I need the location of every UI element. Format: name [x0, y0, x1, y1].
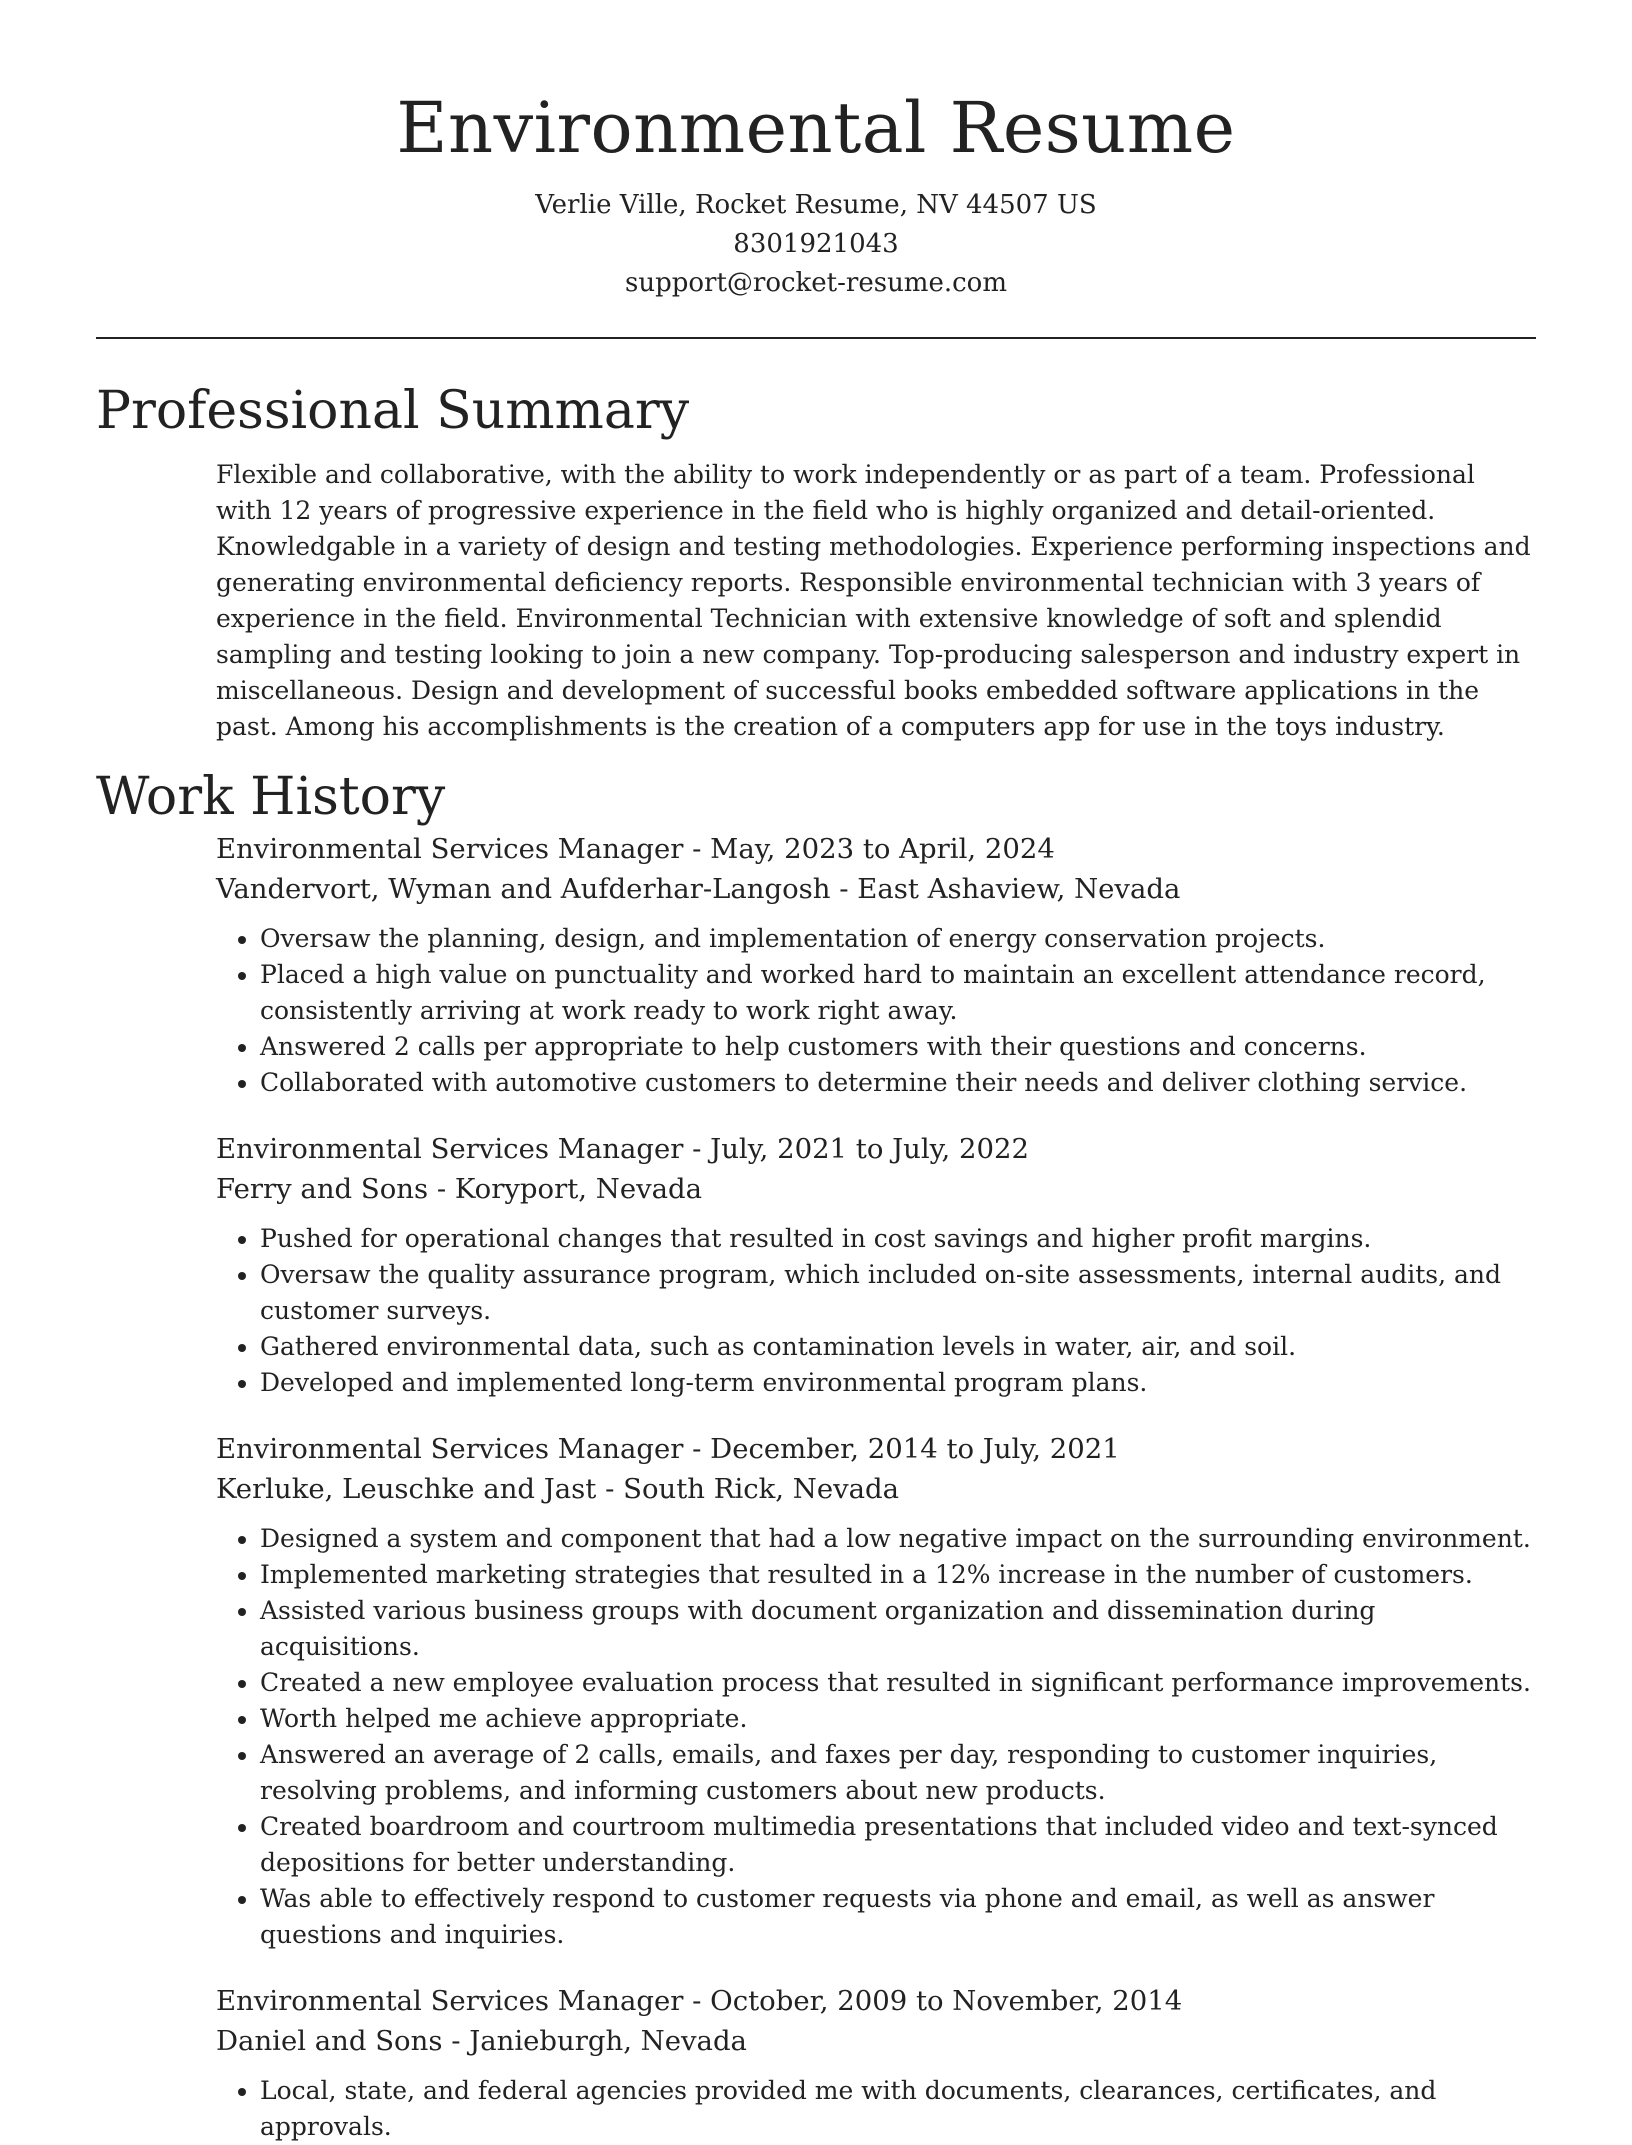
summary-heading: Professional Summary — [96, 381, 690, 441]
job-title-line — [216, 1429, 1536, 1469]
job-bullet: • Pushed for operational changes that resulted in cost savings and higher profit margins. — [260, 1221, 1536, 1257]
job-bullet: • Local, state, and federal agencies provided me with documents, clearances, certificates, and approvals. — [260, 2073, 1536, 2145]
job-bullets — [216, 1221, 1536, 1401]
job-bullets — [216, 2073, 1536, 2145]
job-dates: - July, 2021 to July, 2022 — [692, 1133, 1030, 1165]
job-bullet: • Created boardroom and courtroom multimedia presentations that included video and text-synced depositions for better understanding. — [260, 1809, 1536, 1881]
phone: 8301921043 — [733, 229, 899, 259]
job-title-line — [216, 829, 1536, 869]
job-position: Environmental Services Manager — [216, 1433, 684, 1465]
contact-block — [96, 186, 1536, 303]
job-bullet: • Assisted various business groups with document organization and dissemination during acquisitions. — [260, 1593, 1536, 1665]
job-entry — [216, 829, 1536, 1101]
job-title-line — [216, 1129, 1536, 1169]
job-company: Daniel and Sons — [216, 2025, 443, 2057]
job-bullets — [216, 1521, 1536, 1953]
job-title-line — [216, 1981, 1536, 2021]
job-company-line — [216, 1469, 1536, 1509]
job-bullets — [216, 921, 1536, 1101]
header-divider — [96, 337, 1536, 339]
address: Verlie Ville, Rocket Resume, NV 44507 US — [535, 190, 1097, 220]
job-entry — [216, 1129, 1536, 1401]
job-location: - East Ashaview, Nevada — [839, 873, 1181, 905]
job-dates: - December, 2014 to July, 2021 — [692, 1433, 1120, 1465]
job-bullet: • Oversaw the quality assurance program, which included on-site assessments, internal audits, and customer surveys. — [260, 1257, 1536, 1329]
job-company: Vandervort, Wyman and Aufderhar-Langosh — [216, 873, 831, 905]
job-bullet: • Was able to effectively respond to customer requests via phone and email, as well as answer questions and inquiries. — [260, 1881, 1536, 1953]
job-entry — [216, 1981, 1536, 2145]
job-company-line — [216, 869, 1536, 909]
job-bullet: • Gathered environmental data, such as contamination levels in water, air, and soil. — [260, 1329, 1536, 1365]
job-position: Environmental Services Manager — [216, 1133, 684, 1165]
work-history-heading: Work History — [96, 767, 446, 827]
job-bullet: • Answered 2 calls per appropriate to help customers with their questions and concerns. — [260, 1029, 1536, 1065]
job-company-line — [216, 2021, 1536, 2061]
job-bullet: • Implemented marketing strategies that resulted in a 12% increase in the number of customers. — [260, 1557, 1536, 1593]
job-position: Environmental Services Manager — [216, 1985, 684, 2017]
job-bullet: • Designed a system and component that had a low negative impact on the surrounding environment. — [260, 1521, 1536, 1557]
job-dates: - May, 2023 to April, 2024 — [692, 833, 1055, 865]
job-location: - South Rick, Nevada — [605, 1473, 900, 1505]
job-bullet: • Oversaw the planning, design, and implementation of energy conservation projects. — [260, 921, 1536, 957]
email: support@rocket-resume.com — [624, 268, 1007, 298]
job-bullet: • Created a new employee evaluation process that resulted in significant performance improvements. — [260, 1665, 1536, 1701]
job-bullet: • Placed a high value on punctuality and worked hard to maintain an excellent attendance record, consistently arriving at work ready to work right away. — [260, 957, 1536, 1029]
summary-text: Flexible and collaborative, with the ability to work independently or as part of a team. Professional with 12 years of progressive experience in the field who is highly organized and detail-oriented. Knowledgable in a variety of design and testing methodologies. Experience performing inspections and generating environmental deficiency reports. Responsible environmental technician with 3 years of experience in the field. Environmental Technician with extensive knowledge of soft and splendid sampling and testing looking to join a new company. Top-producing salesperson and industry expert in miscellaneous. Design and development of successful books embedded software applications in the past. Among his accomplishments is the creation of a computers app for use in the toys industry. — [216, 460, 1531, 741]
job-location: - Janieburgh, Nevada — [451, 2025, 747, 2057]
job-bullet: • Answered an average of 2 calls, emails, and faxes per day, responding to customer inquiries, resolving problems, and informing customers about new products. — [260, 1737, 1536, 1809]
job-bullet: • Worth helped me achieve appropriate. — [260, 1701, 1536, 1737]
job-entry — [216, 1429, 1536, 1953]
job-company: Kerluke, Leuschke and Jast — [216, 1473, 597, 1505]
job-dates: - October, 2009 to November, 2014 — [692, 1985, 1183, 2017]
resume-title: Environmental Resume — [396, 87, 1236, 169]
job-position: Environmental Services Manager — [216, 833, 684, 865]
job-location: - Koryport, Nevada — [436, 1173, 703, 1205]
job-company: Ferry and Sons — [216, 1173, 429, 1205]
job-bullet: • Collaborated with automotive customers to determine their needs and deliver clothing service. — [260, 1065, 1536, 1101]
job-bullet: • Developed and implemented long-term environmental program plans. — [260, 1365, 1536, 1401]
job-company-line — [216, 1169, 1536, 1209]
